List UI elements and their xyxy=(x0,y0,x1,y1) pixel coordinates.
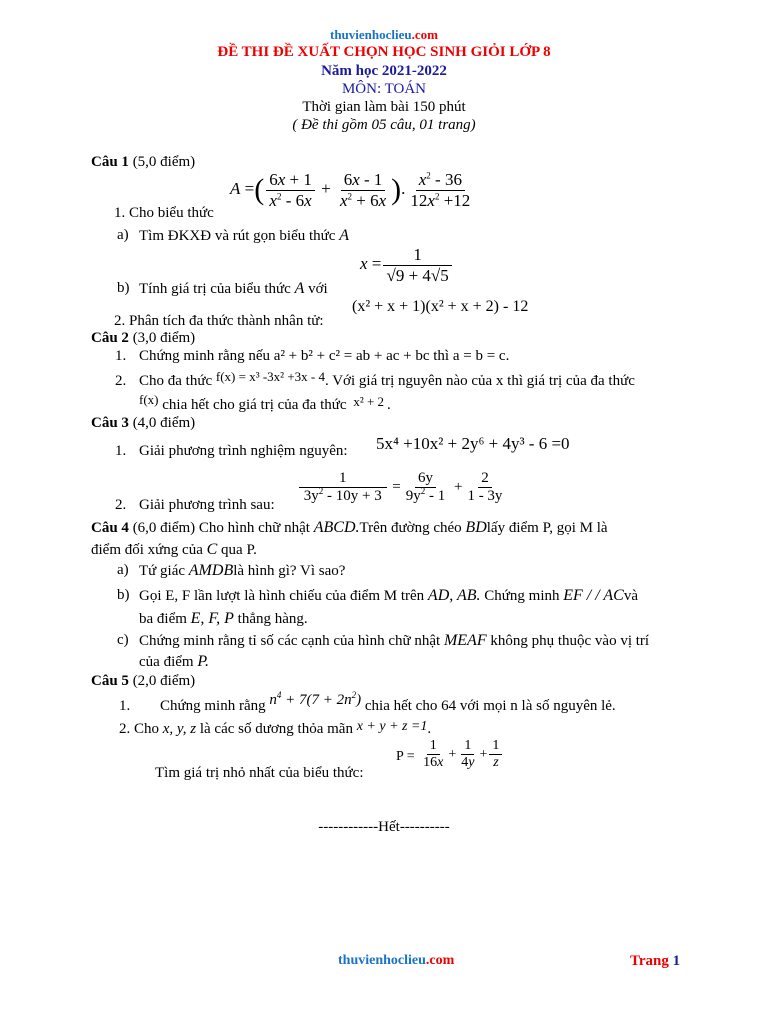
footer-site[interactable]: thuvienhoclieu.com xyxy=(338,953,455,968)
q2-item1-text: Chứng minh rằng nếu a² + b² + c² = ab + ac + bc thì a = b = c. xyxy=(139,348,510,364)
school-year: Năm học 2021-2022 xyxy=(321,63,447,79)
q4-b-label: b) xyxy=(117,587,130,603)
q3-heading: Câu 3 (4,0 điểm) xyxy=(91,415,196,431)
q2-item1-label: 1. xyxy=(115,348,127,364)
q1-part2-text: 2. Phân tích đa thức thành nhân tử: xyxy=(114,313,324,329)
q4-a-text: Tứ giác AMDBlà hình gì? Vì sao? xyxy=(139,562,346,579)
exam-title: ĐỀ THI ĐỀ XUẤT CHỌN HỌC SINH GIỎI LỚP 8 xyxy=(217,44,551,60)
q4-b-text-2: ba điểm E, F, P thẳng hàng. xyxy=(139,610,308,627)
q1-b-label: b) xyxy=(117,280,130,296)
q1-expression-A: A =( $\frac{6x + 1}{x^2 - 6x}$ + $\frac{6x - 1}{x^2 + 6x}$ ). $\frac{x^2 - 36}{12x^2 +12}$ xyxy=(230,170,471,210)
header-site: thuvienhoclieu.com xyxy=(330,27,438,42)
q4-intro-2: điểm đối xứng của C qua P. xyxy=(91,541,257,558)
q1-x-value: x = $\frac{1}{√9 + 4√5}$ xyxy=(360,245,454,285)
q5-heading: Câu 5 (2,0 điểm) xyxy=(91,673,196,689)
q2-item2-label: 2. xyxy=(115,373,127,389)
q3-equation-1: 5x⁴ +10x² + 2y⁶ + 4y³ - 6 =0 xyxy=(376,434,570,453)
q1-heading: Câu 1 (5,0 điểm) xyxy=(91,154,196,170)
q4-c-text: Chứng minh rằng tỉ số các cạnh của hình chữ nhật MEAF không phụ thuộc vào vị trí xyxy=(139,632,650,649)
end-line: ------------Hết---------- xyxy=(318,819,450,835)
q4-c-text-2: của điểm P. xyxy=(139,653,210,670)
q2-item2-text-2: f(x) chia hết cho giá trị của đa thức x² + 2 . xyxy=(139,392,391,413)
q3-item1-text: Giải phương trình nghiệm nguyên: xyxy=(139,443,348,459)
q1-a-text: Tìm ĐKXĐ và rút gọn biểu thức A xyxy=(139,227,349,244)
q2-item2-text: Cho đa thức f(x) = x³ -3x² +3x - 4. Với giá trị nguyên nào của x thì giá trị của đa thức xyxy=(139,369,635,389)
duration: Thời gian làm bài 150 phút xyxy=(302,99,466,115)
exam-note: ( Đề thi gồm 05 câu, 01 trang) xyxy=(292,117,476,133)
page-number: Trang 1 xyxy=(630,953,681,969)
q4-b-text: Gọi E, F lần lượt là hình chiếu của điểm M trên AD, AB. Chứng minh EF / / ACvà xyxy=(139,587,639,604)
q3-item2-text: Giải phương trình sau: xyxy=(139,497,275,513)
q5-item2-text: 2. Cho x, y, z là các số dương thỏa mãn x + y + z =1. xyxy=(119,719,432,737)
q3-item1-label: 1. xyxy=(115,443,127,459)
q1-part2-expression: (x² + x + 1)(x² + x + 2) - 12 xyxy=(352,298,529,315)
q1-b-text: Tính giá trị của biểu thức A với xyxy=(139,280,328,297)
q5-find-text: Tìm giá trị nhỏ nhất của biểu thức: xyxy=(155,765,364,781)
q4-a-label: a) xyxy=(117,562,129,578)
q4-intro: Câu 4 (6,0 điểm) Cho hình chữ nhật ABCD.Trên đường chéo BDlấy điểm P, gọi M là xyxy=(91,519,608,536)
q5-item1-label: 1. xyxy=(119,698,131,714)
q4-c-label: c) xyxy=(117,632,129,648)
q3-equation-2: $\frac{1}{3y^2 - 10y + 3}$ = $\frac{6y}{9y^2 - 1}$ + $\frac{2}{1 - 3y}$ xyxy=(297,470,507,506)
q5-expression-P: P = $\frac{1}{16x}$ + $\frac{1}{4y}$ + $\frac{1}{z}$ xyxy=(396,738,504,771)
q1-a-label: a) xyxy=(117,227,129,243)
q5-item1-text: Chứng minh rằng $n^4 + 7(7 + 2n^2)$ chia hết cho 64 với mọi n là số nguyên lẻ. xyxy=(160,690,616,714)
q2-heading: Câu 2 (3,0 điểm) xyxy=(91,330,196,346)
subject: MÔN: TOÁN xyxy=(341,81,427,97)
q1-part1-text: 1. Cho biểu thức xyxy=(114,205,214,221)
q3-item2-label: 2. xyxy=(115,497,127,513)
